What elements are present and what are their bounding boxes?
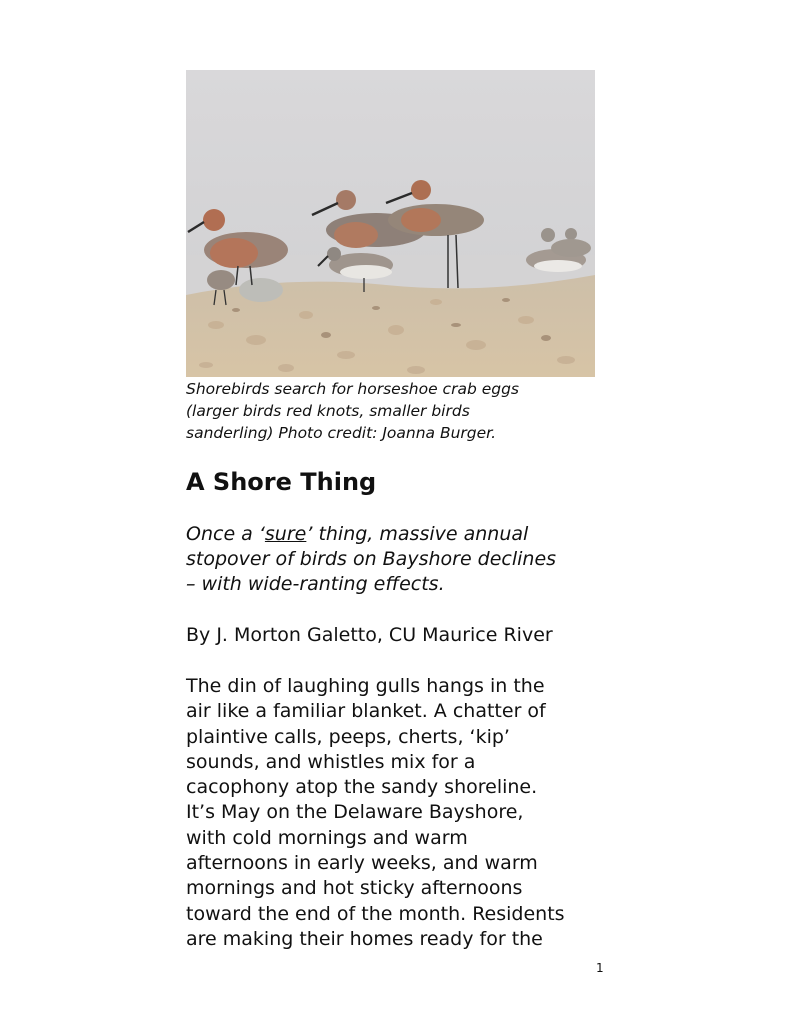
deck-line: – with wide-ranting effects.	[186, 573, 445, 595]
body-line: toward the end of the month. Residents	[186, 902, 565, 925]
deck-underlined-word: sure	[264, 523, 307, 545]
body-line: sounds, and whistles mix for a	[186, 750, 476, 773]
body-line: are making their homes ready for the	[186, 927, 543, 950]
deck-line: stopover of birds on Bayshore declines	[186, 548, 557, 570]
caption-line: sanderling) Photo credit: Joanna Burger.	[186, 424, 497, 442]
article-deck	[186, 522, 626, 597]
body-line: plaintive calls, peeps, cherts, ‘kip’	[186, 725, 510, 748]
caption-line: (larger birds red knots, smaller birds	[186, 402, 470, 420]
photo-caption	[186, 378, 606, 444]
article-body	[186, 674, 626, 952]
deck-line	[186, 522, 626, 547]
deck-text: Once a ‘	[186, 523, 265, 545]
body-line: cacophony atop the sandy shoreline.	[186, 776, 538, 799]
caption-line: Shorebirds search for horseshoe crab eggs	[186, 380, 519, 398]
body-line: afternoons in early weeks, and warm	[186, 852, 538, 875]
article-title: A Shore Thing	[186, 468, 377, 496]
deck-text: ’ thing, massive annual	[306, 523, 529, 545]
page-number: 1	[596, 961, 604, 975]
byline: By J. Morton Galetto, CU Maurice River	[186, 624, 553, 646]
body-line: with cold mornings and warm	[186, 826, 468, 849]
body-line: It’s May on the Delaware Bayshore,	[186, 801, 524, 824]
body-line: mornings and hot sticky afternoons	[186, 877, 523, 900]
body-line: air like a familiar blanket. A chatter of	[186, 700, 546, 723]
shorebirds-photo	[186, 70, 595, 377]
body-line: The din of laughing gulls hangs in the	[186, 675, 545, 697]
